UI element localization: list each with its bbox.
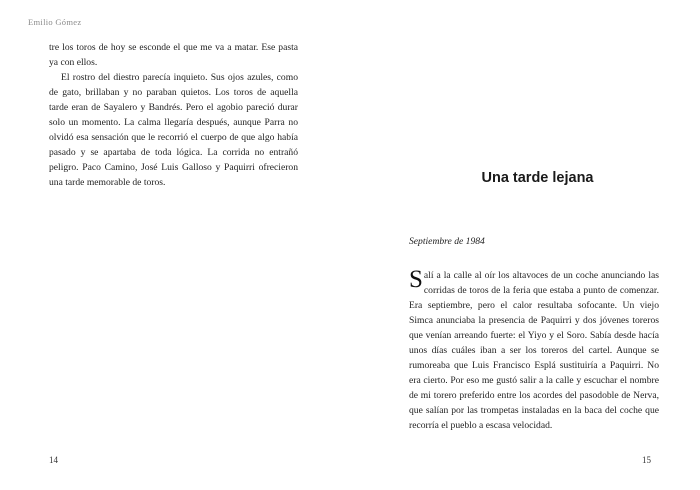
chapter-date: Septiembre de 1984 bbox=[409, 236, 485, 247]
left-page-body bbox=[49, 40, 298, 190]
page-number-right: 15 bbox=[642, 455, 651, 465]
page-number-left: 14 bbox=[49, 455, 58, 465]
chapter-title: Una tarde lejana bbox=[481, 170, 594, 186]
chapter-opening-paragraph: alí a la calle al oír los altavoces de un coche anunciando las corridas de toros de la feria que estaba a punto de comenzar. Era septiembre, pero el calor resultaba sofocante. Un viejo Simca anunciaba la presencia de Paquirri y dos jóvenes toreros que venían arreando fuerte: el Yiyo y el Soro. Sabía desde hacía unos días cuáles iban a ser los toreros del cartel. Aunque se rumoreaba que Luis Francisco Esplá sustituiría a Paquirri. No era cierto. Por eso me gustó salir a la calle y escuchar el nombre de mi torero preferido entre los acordes del pasodoble de Nerva, que salían por las trompetas instaladas en la baca del coche que recorría el pueblo a escasa velocidad. bbox=[409, 270, 659, 431]
paragraph: El rostro del diestro parecía inquieto. Sus ojos azules, como de gato, brillaban y no paraban quietos. Los toros de aquella tarde eran de Sayalero y Bandrés. Pero el agobio pareció durar solo un momento. La calma llegaría después, aunque Parra no olvidó esa sensación que le recorrió el cuerpo de que algo había pasado y se apartaba de toda lógica. La corrida no entrañó peligro. Paco Camino, José Luis Galloso y Paquirri ofrecieron una tarde memorable de toros. bbox=[49, 72, 298, 188]
drop-cap: S bbox=[409, 266, 423, 293]
paragraph-continuation: tre los toros de hoy se esconde el que me va a matar. Ese pasta ya con ellos. bbox=[49, 42, 298, 68]
right-page bbox=[350, 0, 700, 490]
chapter-body bbox=[409, 268, 659, 433]
running-head-author: Emilio Gómez bbox=[28, 17, 82, 27]
